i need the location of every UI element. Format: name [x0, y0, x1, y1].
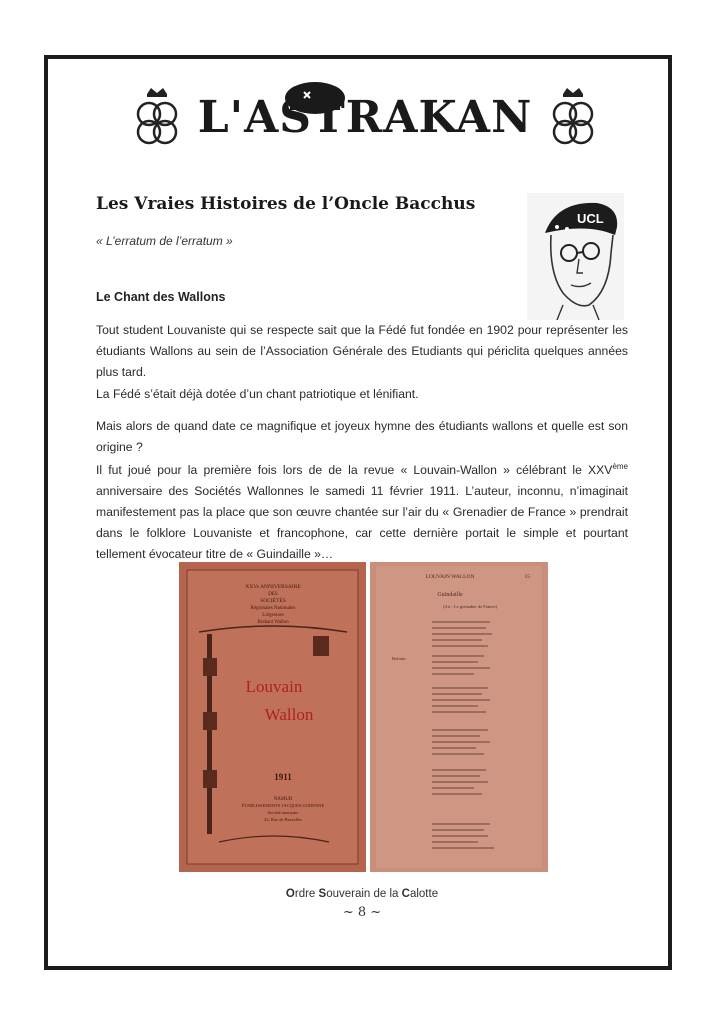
cover-year: 1911 — [274, 772, 292, 782]
song-title: Guindaille — [437, 592, 463, 598]
song-page-number: 15 — [524, 574, 530, 580]
refrain-label: Refrain — [392, 656, 406, 661]
monogram-emblem-right-icon — [546, 84, 600, 150]
coat-of-arms-icon — [313, 636, 329, 656]
paragraph-4-part-1: Il fut joué pour la première fois lors de de la revue « Louvain-Wallon » célébrant le XXV — [96, 463, 613, 477]
cover-title-line-1: Louvain — [245, 677, 303, 696]
footer-initial-c: C — [401, 888, 410, 900]
footer-initial-s: S — [318, 888, 327, 900]
cover-line-3: SOCIÉTÉS — [260, 598, 286, 604]
cover-line-2: DES — [268, 592, 278, 597]
paragraph-4-superscript: ème — [612, 461, 628, 471]
caricature-portrait — [527, 193, 624, 320]
paragraph-1: Tout student Louvaniste qui se respecte sait que la Fédé fut fondée en 1902 pour représenter les étudiants Wallons au sein de l’Association Générale des Etudiants qui périclita quelques années plus tard. — [96, 323, 628, 379]
article-title: Les Vraies Histoires de l’Oncle Bacchus — [96, 194, 476, 214]
song-air: (Air : Le grenadier de France) — [442, 604, 498, 609]
paragraph-2: La Fédé s’était déjà dotée d’un chant patriotique et lénifiant. — [96, 387, 419, 401]
article-subtitle: « L’erratum de l’erratum » — [96, 234, 233, 248]
cover-publisher-line-3: Société anonyme — [267, 810, 299, 815]
section-heading: Le Chant des Wallons — [96, 290, 226, 304]
cover-publisher-line-1: NAMUR — [273, 797, 293, 802]
booklet-cover-photo — [179, 562, 366, 872]
song-page-running-head: LOUVAIN WALLON — [425, 574, 475, 580]
paragraph-4 — [96, 460, 628, 565]
paragraph-4-part-2: anniversaire des Sociétés Wallonnes le samedi 11 février 1911. L’auteur, inconnu, n’imaginait manifestement pas la place que son œuvre chantée sur l’air du « Grenadier de France » prendrait dans le folklore Louvaniste et francophone, car cette dernière portait le simple et pourtant tellement évocateur titre de « Guindaille »… — [96, 484, 628, 561]
monogram-emblem-left-icon — [130, 84, 184, 150]
page-number: ~ 8 ~ — [342, 905, 382, 920]
cover-line-4: Régionales Nationales — [250, 606, 296, 611]
footer-word-1: rdre — [294, 888, 319, 900]
masthead — [130, 78, 600, 158]
cover-line-6: Brabant Wallon — [257, 620, 289, 625]
footer-word-2: ouverain de la — [326, 888, 402, 900]
cover-title-line-2: Wallon — [264, 705, 314, 724]
coat-of-arms-icon — [203, 712, 217, 730]
cover-publisher-line-2: ÉTABLISSEMENTS JACQUES GODENNE — [241, 803, 325, 808]
coat-of-arms-icon — [203, 658, 217, 676]
footer-word-3: alotte — [409, 888, 439, 900]
cover-line-5: Liégeoises — [262, 613, 284, 618]
paragraph-3: Mais alors de quand date ce magnifique et joyeux hymne des étudiants wallons et quelle est son origine ? — [96, 419, 628, 454]
booklet-song-page-photo — [370, 562, 548, 872]
cover-line-1: XXVe ANNIVERSAIRE — [245, 584, 301, 590]
cap-text: UCL — [577, 211, 604, 226]
coat-of-arms-icon — [203, 770, 217, 788]
footer-initial-o: O — [285, 888, 295, 900]
masthead-title: L'ASTRAKAN — [197, 92, 533, 143]
cover-publisher-line-4: 22, Rue de Bruxelles — [264, 817, 302, 822]
footer-order-name — [0, 888, 724, 900]
